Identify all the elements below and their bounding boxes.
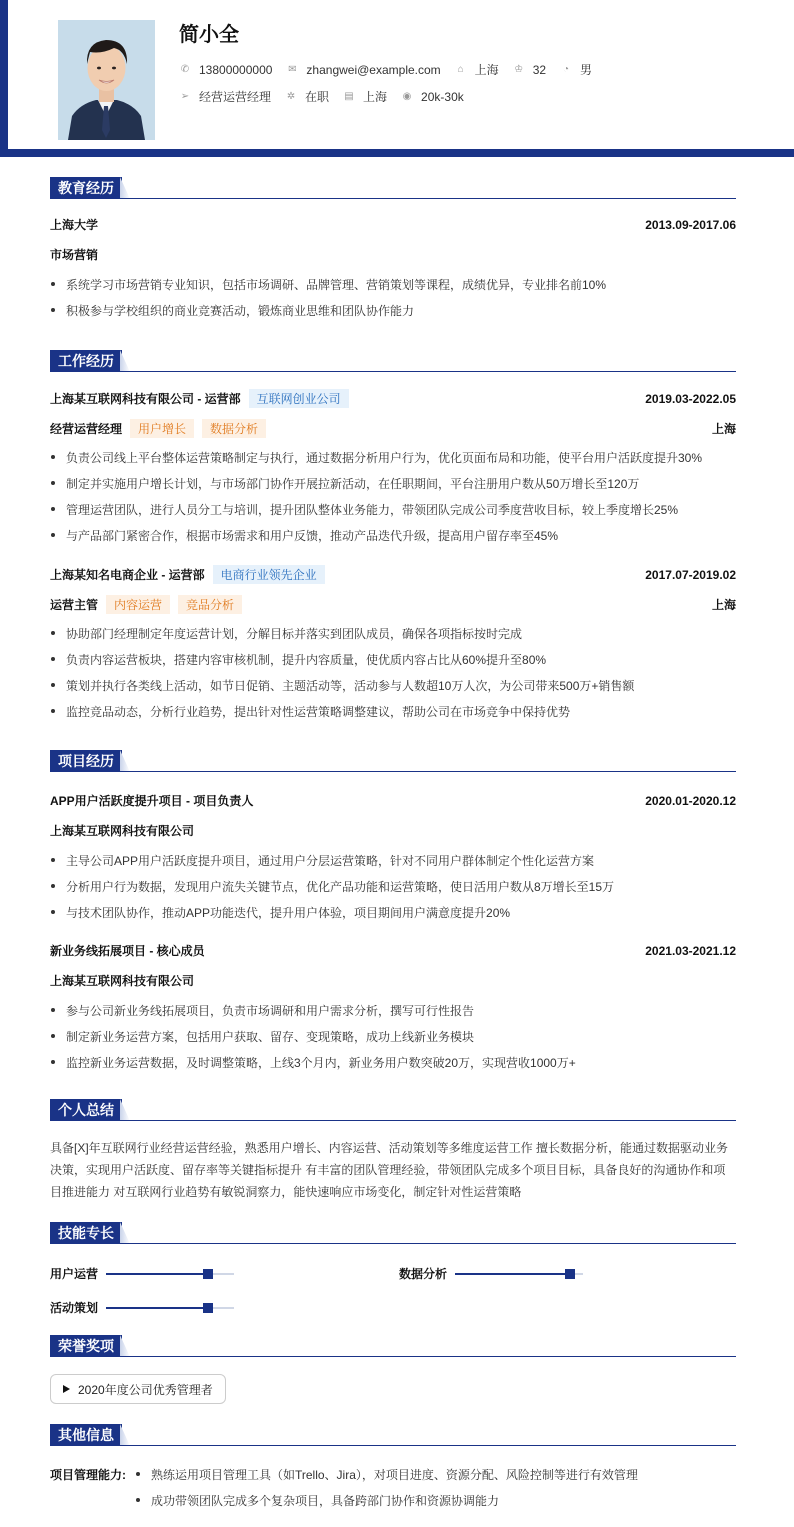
city-item [455, 61, 499, 78]
project-header-row [50, 942, 736, 959]
title-decoration [120, 1099, 130, 1121]
summary-line: 具备[X]年互联网行业经营运营经验，熟悉用户增长、内容运营、活动策划等多维度运营工作 擅长数据分析，能通过数据驱动业务 [50, 1141, 729, 1155]
project-period: 2021.03-2021.12 [645, 943, 736, 958]
award-text: 2020年度公司优秀管理者 [78, 1382, 213, 1397]
skill-level-bar [106, 1273, 234, 1275]
section-title [50, 1099, 736, 1121]
section-title-text: 工作经历 [50, 350, 122, 372]
major-row [50, 246, 736, 263]
work-section [50, 350, 736, 719]
summary-section [50, 1099, 736, 1199]
school-row [50, 216, 736, 233]
skill-level-fill [106, 1273, 208, 1275]
section-title-text: 项目经历 [50, 750, 122, 772]
section-title [50, 750, 736, 772]
salary-item [401, 90, 464, 104]
skill-level-fill [106, 1307, 208, 1309]
skill-level-knob [203, 1269, 213, 1279]
company-name: 上海某互联网科技有限公司 - 运营部 [50, 392, 241, 406]
job-company [50, 565, 325, 584]
coin-icon: ◉ [402, 90, 412, 102]
list-item: 策划并执行各类线上活动，如节日促销、主题活动等，活动参与人数超10万人次，为公司带来500万+销售额 [50, 677, 736, 694]
section-divider [50, 371, 736, 372]
skill-tag: 内容运营 [106, 595, 170, 614]
education-section [50, 177, 736, 318]
skill-tag: 用户增长 [130, 419, 194, 438]
list-item: 参与公司新业务线拓展项目，负责市场调研和用户需求分析，撰写可行性报告 [50, 1002, 736, 1019]
skill-name: 数据分析 [399, 1267, 448, 1281]
gender-item [560, 61, 592, 78]
skill-level-bar [106, 1307, 234, 1309]
job-company [50, 389, 349, 408]
position-item [179, 88, 271, 105]
school-name: 上海大学 [50, 218, 99, 232]
title-decoration [120, 1335, 130, 1357]
section-divider [50, 1243, 736, 1244]
projects-section [50, 750, 736, 1070]
skill-name: 活动策划 [50, 1301, 99, 1315]
skill-level-fill [455, 1273, 570, 1275]
skill-tag: 数据分析 [202, 419, 266, 438]
mail-icon: ✉ [288, 63, 297, 75]
section-title [50, 1424, 736, 1446]
section-title-text: 教育经历 [50, 177, 122, 199]
project-period: 2020.01-2020.12 [645, 793, 736, 808]
section-title-text: 个人总结 [50, 1099, 122, 1121]
target-city-item [343, 88, 387, 105]
list-item: 与技术团队协作，推动APP功能迭代，提升用户体验，项目期间用户满意度提升20% [50, 904, 736, 921]
triangle-right-icon [63, 1385, 70, 1393]
status-item [285, 88, 329, 105]
list-item: 系统学习市场营销专业知识，包括市场调研、品牌管理、营销策划等课程，成绩优异，专业排名前10% [50, 276, 736, 293]
title-decoration [120, 1424, 130, 1446]
project-company-row [50, 822, 736, 839]
job-role [50, 595, 242, 614]
list-item: 负责公司线上平台整体运营策略制定与执行，通过数据分析用户行为，优化页面布局和功能，使平台用户活跃度提升30% [50, 449, 736, 466]
section-divider [50, 198, 736, 199]
city-text: 上海 [474, 63, 499, 77]
avatar-portrait-icon [58, 20, 155, 140]
skill-tag: 竞品分析 [178, 595, 242, 614]
list-item: 积极参与学校组织的商业竞赛活动，锻炼商业思维和团队协作能力 [50, 302, 736, 319]
section-title [50, 1335, 736, 1357]
gear-icon: ✲ [286, 90, 296, 102]
position-text: 经营运营经理 [199, 90, 272, 104]
list-item: 协助部门经理制定年度运营计划，分解目标并落实到团队成员，确保各项指标按时完成 [50, 625, 736, 642]
job-role [50, 419, 266, 438]
home-icon: ⌂ [457, 63, 464, 75]
role-name: 运营主管 [50, 598, 99, 612]
building-icon: ▤ [344, 90, 354, 102]
skill-name: 用户运营 [50, 1267, 99, 1281]
phone-text: 13800000000 [199, 62, 273, 77]
section-title-text: 技能专长 [50, 1222, 122, 1244]
section-title [50, 177, 736, 199]
title-decoration [120, 1222, 130, 1244]
section-divider [50, 1445, 736, 1446]
job-period: 2017.07-2019.02 [645, 567, 736, 582]
company-tag: 互联网创业公司 [249, 389, 349, 408]
skills-section [50, 1222, 736, 1315]
list-item: 监控新业务运营数据，及时调整策略，上线3个月内，新业务用户数突破20万，实现营收1000万+ [50, 1054, 736, 1071]
award-item [50, 1374, 226, 1404]
list-item: 熟练运用项目管理工具（如Trello、Jira），对项目进度、资源分配、风险控制等进行有效管理 [135, 1466, 638, 1483]
job-period: 2019.03-2022.05 [645, 391, 736, 406]
age-text: 32 [532, 62, 547, 77]
project-name: APP用户活跃度提升项目 - 项目负责人 [50, 794, 254, 808]
salary-text: 20k-30k [421, 89, 464, 104]
section-title [50, 350, 736, 372]
contact-row [179, 61, 606, 78]
section-divider [50, 771, 736, 772]
role-name: 经营运营经理 [50, 422, 123, 436]
cake-icon: ♔ [514, 63, 524, 75]
job-role-row [50, 419, 736, 438]
list-item: 监控竞品动态，分析行业趋势，提出针对性运营策略调整建议，帮助公司在市场竞争中保持优势 [50, 703, 736, 720]
section-title [50, 1222, 736, 1244]
project-header-row [50, 792, 736, 809]
project-company: 上海某互联网科技有限公司 [50, 974, 195, 988]
skill-item [399, 1265, 583, 1282]
list-item: 管理运营团队，进行人员分工与培训，提升团队整体业务能力，带领团队完成公司季度营收目标，较上季度增长25% [50, 501, 736, 518]
phone-icon: ✆ [180, 63, 190, 75]
job-role-row [50, 595, 736, 614]
gender-text: 男 [580, 63, 593, 77]
skill-level-knob [565, 1269, 575, 1279]
company-tag: 电商行业领先企业 [213, 565, 325, 584]
company-name: 上海某知名电商企业 - 运营部 [50, 568, 205, 582]
job-header-row [50, 389, 736, 408]
status-text: 在职 [305, 90, 330, 104]
awards-section [50, 1335, 736, 1397]
list-item: 分析用户行为数据，发现用户流失关键节点，优化产品功能和运营策略，使日活用户数从8万增长至15万 [50, 878, 736, 895]
skill-level-bar [455, 1273, 583, 1275]
intent-row [179, 88, 478, 105]
send-icon: ➢ [180, 90, 190, 102]
section-title-text: 其他信息 [50, 1424, 122, 1446]
list-item: 制定新业务运营方案，包括用户获取、留存、变现策略，成功上线新业务模块 [50, 1028, 736, 1045]
project-name: 新业务线拓展项目 - 核心成员 [50, 944, 205, 958]
age-item [513, 63, 546, 77]
list-item: 负责内容运营板块，搭建内容审核机制，提升内容质量，使优质内容占比从60%提升至80% [50, 651, 736, 668]
phone-item [179, 63, 272, 77]
summary-line: 目推进能力 对互联网行业趋势有敏锐洞察力，能快速响应市场变化，制定针对性运营策略 [50, 1185, 522, 1199]
project-company: 上海某互联网科技有限公司 [50, 824, 195, 838]
job-city: 上海 [711, 598, 736, 612]
list-item: 成功带领团队完成多个复杂项目，具备跨部门协作和资源协调能力 [135, 1492, 499, 1509]
section-title-text: 荣誉奖项 [50, 1335, 122, 1357]
gender-icon: ◔ [563, 63, 570, 75]
list-item: 制定并实施用户增长计划，与市场部门协作开展拉新活动，在任职期间，平台注册用户数从50万增长至120万 [50, 475, 736, 492]
list-item: 与产品部门紧密合作，根据市场需求和用户反馈，推动产品迭代升级，提高用户留存率至45% [50, 527, 736, 544]
summary-text [50, 1137, 736, 1203]
list-item: 主导公司APP用户活跃度提升项目，通过用户分层运营策略，针对不同用户群体制定个性化运营方案 [50, 852, 736, 869]
skill-item [50, 1299, 234, 1316]
summary-line: 决策，实现用户活跃度、留存率等关键指标提升 有丰富的团队管理经验，带领团队完成多个项目目标，具备良好的沟通协作和项 [50, 1163, 726, 1177]
project-company-row [50, 972, 736, 989]
section-divider [50, 1120, 736, 1121]
title-decoration [120, 177, 130, 199]
skill-item [50, 1265, 234, 1282]
skill-level-knob [203, 1303, 213, 1313]
major-name: 市场营销 [50, 248, 99, 262]
other-label: 项目管理能力: [50, 1468, 126, 1482]
candidate-name: 简小全 [179, 24, 239, 46]
target-city-text: 上海 [363, 90, 388, 104]
job-header-row [50, 565, 736, 584]
other-section [50, 1424, 736, 1508]
avatar [58, 20, 155, 140]
email-text: zhangwei@example.com [306, 62, 441, 77]
email-item [286, 63, 440, 77]
job-city: 上海 [711, 422, 736, 436]
education-period: 2013.09-2017.06 [645, 217, 736, 232]
section-divider [50, 1356, 736, 1357]
